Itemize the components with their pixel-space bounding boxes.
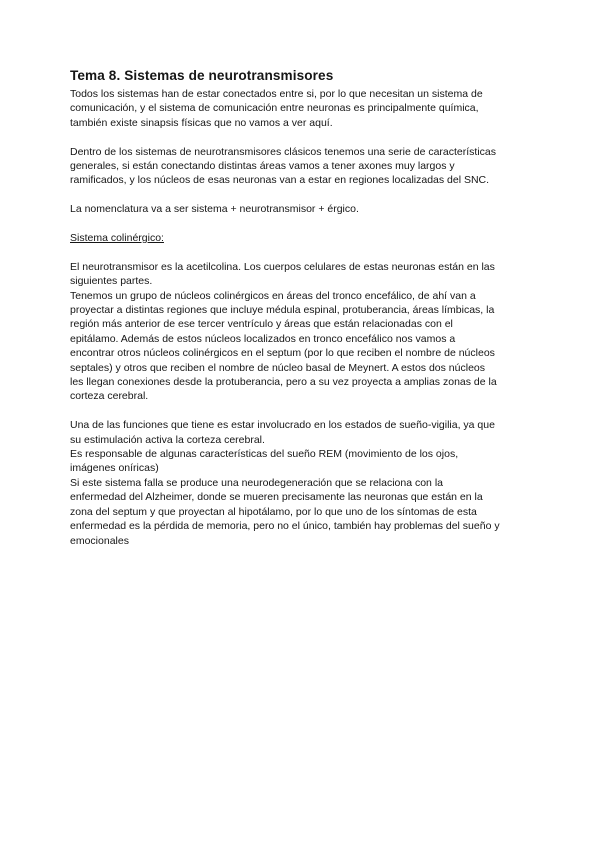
text-line: también existe sinapsis físicas que no vamos a ver aquí. — [70, 116, 333, 129]
text-line: encontrar otros núcleos colinérgicos en el septum (por lo que reciben el nombre de núcleos — [70, 347, 495, 360]
text-line: proyectar a distintas regiones que incluye médula espinal, protuberancia, áreas límbicas, la — [70, 304, 495, 317]
text-line: corteza cerebral. — [70, 390, 149, 403]
text-line: epitálamo. Además de estos núcleos localizados en tronco encefálico nos vamos a — [70, 332, 456, 345]
paragraph-funciones — [70, 418, 542, 548]
text-line: Todos los sistemas han de estar conectados entre si, por lo que necesitan un sistema de — [70, 88, 483, 100]
text-line: zona del septum y que proyectan al hipotálamo, por lo que uno de los síntomas de esta — [70, 505, 477, 518]
section-heading-sistema-colinergico — [70, 231, 542, 245]
text-line: les llegan conexiones desde la protuberancia, pero a su vez proyecta a amplias zonas de la — [70, 376, 497, 389]
document-title: Tema 8. Sistemas de neurotransmisores — [70, 68, 334, 83]
paragraph-sistemas-clasicos — [70, 145, 542, 188]
text-line: Tenemos un grupo de núcleos colinérgicos en áreas del tronco encefálico, de ahí van a — [70, 289, 476, 302]
paragraph-intro — [70, 87, 542, 130]
text-line: imágenes oníricas) — [70, 462, 159, 475]
text-line: ramificados, y los núcleos de esas neuronas van a estar en regiones localizadas del SNC. — [70, 174, 490, 187]
text-line: su estimulación activa la corteza cerebral. — [70, 433, 265, 446]
section-heading-text: Sistema colinérgico: — [70, 232, 164, 245]
text-line: siguientes partes. — [70, 275, 153, 288]
text-line: generales, si están conectando distintas áreas vamos a tener axones muy largos y — [70, 160, 455, 173]
text-line: El neurotransmisor es la acetilcolina. Los cuerpos celulares de estas neuronas están en las — [70, 260, 495, 273]
text-line: región más anterior de ese tercer ventrículo y áreas que están relacionadas con el — [70, 318, 453, 331]
text-line: Es responsable de algunas características del sueño REM (movimiento de los ojos, — [70, 448, 459, 461]
text-line: Una de las funciones que tiene es estar involucrado en los estados de sueño-vigilia, ya que — [70, 419, 495, 432]
text-line: emocionales — [70, 534, 129, 547]
text-line: enfermedad del Alzheimer, donde se mueren precisamente las neuronas que están en la — [70, 491, 483, 504]
text-line: Dentro de los sistemas de neurotransmisores clásicos tenemos una serie de características — [70, 145, 497, 158]
document-content — [70, 66, 542, 548]
paragraph-nomenclatura — [70, 202, 542, 216]
text-line: Si este sistema falla se produce una neurodegeneración que se relaciona con la — [70, 476, 443, 489]
text-line: enfermedad es la pérdida de memoria, pero no el único, también hay problemas del sueño y — [70, 520, 500, 533]
text-line: comunicación, y el sistema de comunicación entre neuronas es principalmente química, — [70, 102, 479, 115]
paragraph-acetilcolina — [70, 260, 542, 404]
text-line: La nomenclatura va a ser sistema + neurotransmisor + érgico. — [70, 203, 359, 216]
text-line: septales) y otros que reciben el nombre de núcleo basal de Meynert. A estos dos núcleos — [70, 361, 485, 374]
